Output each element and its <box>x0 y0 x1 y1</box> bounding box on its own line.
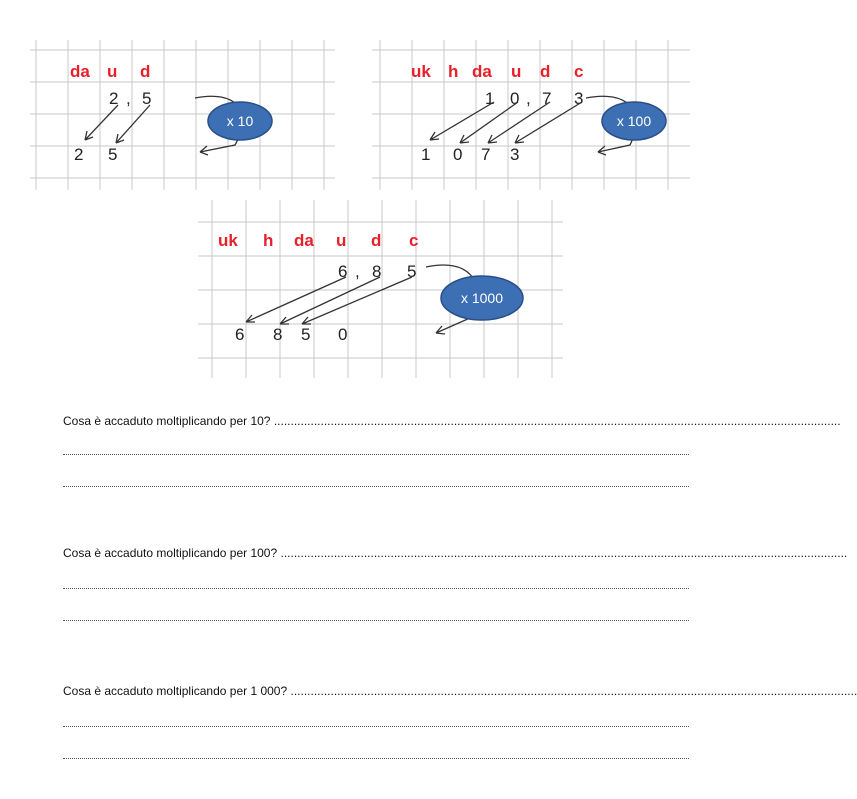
bottom-digit: 0 <box>338 325 348 344</box>
question-text: Cosa è accaduto moltiplicando per 100? <box>63 546 278 560</box>
place-value-grid-x100 <box>372 40 690 190</box>
bottom-digit: 1 <box>421 145 431 164</box>
decimal-comma: , <box>355 262 360 281</box>
panel-x10 <box>30 40 335 190</box>
multiplier-label: x 10 <box>226 113 254 129</box>
answer-line[interactable]: .......................................................................................................................................................................... <box>290 684 857 698</box>
header-d: d <box>371 231 382 250</box>
top-digit: 7 <box>542 89 552 108</box>
header-h: h <box>448 62 459 81</box>
answer-line[interactable] <box>63 454 689 455</box>
answer-line[interactable] <box>63 486 689 487</box>
header-h: h <box>263 231 274 250</box>
header-uk: uk <box>411 62 431 81</box>
question-3 <box>63 684 857 698</box>
top-digit: 3 <box>574 89 584 108</box>
panel-x1000 <box>198 200 563 378</box>
bottom-digit: 3 <box>510 145 520 164</box>
top-digit: 5 <box>407 262 417 281</box>
bottom-digit: 0 <box>453 145 463 164</box>
header-c: c <box>409 231 419 250</box>
top-digit: 8 <box>372 262 382 281</box>
top-digit: 0 <box>510 89 520 108</box>
header-u: u <box>107 62 118 81</box>
question-1 <box>63 414 841 428</box>
header-da: da <box>70 62 90 81</box>
decimal-comma: , <box>526 89 531 108</box>
bottom-digit: 2 <box>74 145 84 164</box>
decimal-comma: , <box>126 89 131 108</box>
question-text: Cosa è accaduto moltiplicando per 10? <box>63 414 271 428</box>
answer-line[interactable]: .......................................................................................................................................................................... <box>273 414 841 428</box>
panel-x100 <box>372 40 690 190</box>
header-da: da <box>472 62 492 81</box>
top-digit: 6 <box>338 262 348 281</box>
question-text: Cosa è accaduto moltiplicando per 1 000? <box>63 684 288 698</box>
bottom-digit: 8 <box>273 325 283 344</box>
header-da: da <box>294 231 314 250</box>
answer-line[interactable] <box>63 726 689 727</box>
answer-line[interactable] <box>63 620 689 621</box>
answer-line[interactable] <box>63 758 689 759</box>
bottom-digit: 6 <box>235 325 245 344</box>
header-uk: uk <box>218 231 238 250</box>
top-digit: 1 <box>485 89 495 108</box>
bottom-digit: 5 <box>108 145 118 164</box>
header-d: d <box>540 62 551 81</box>
bottom-digit: 7 <box>481 145 491 164</box>
answer-line[interactable] <box>63 588 689 589</box>
multiplier-label: x 1000 <box>460 290 504 306</box>
bottom-digit: 5 <box>301 325 311 344</box>
header-u: u <box>511 62 522 81</box>
place-value-grid-x10 <box>30 40 335 190</box>
header-u: u <box>336 231 347 250</box>
header-d: d <box>140 62 151 81</box>
top-digit: 2 <box>109 89 119 108</box>
multiplier-label: x 100 <box>616 113 652 129</box>
header-c: c <box>574 62 584 81</box>
question-2 <box>63 546 848 560</box>
place-value-grid-x1000 <box>198 200 563 378</box>
top-digit: 5 <box>142 89 152 108</box>
answer-line[interactable]: .......................................................................................................................................................................... <box>280 546 848 560</box>
